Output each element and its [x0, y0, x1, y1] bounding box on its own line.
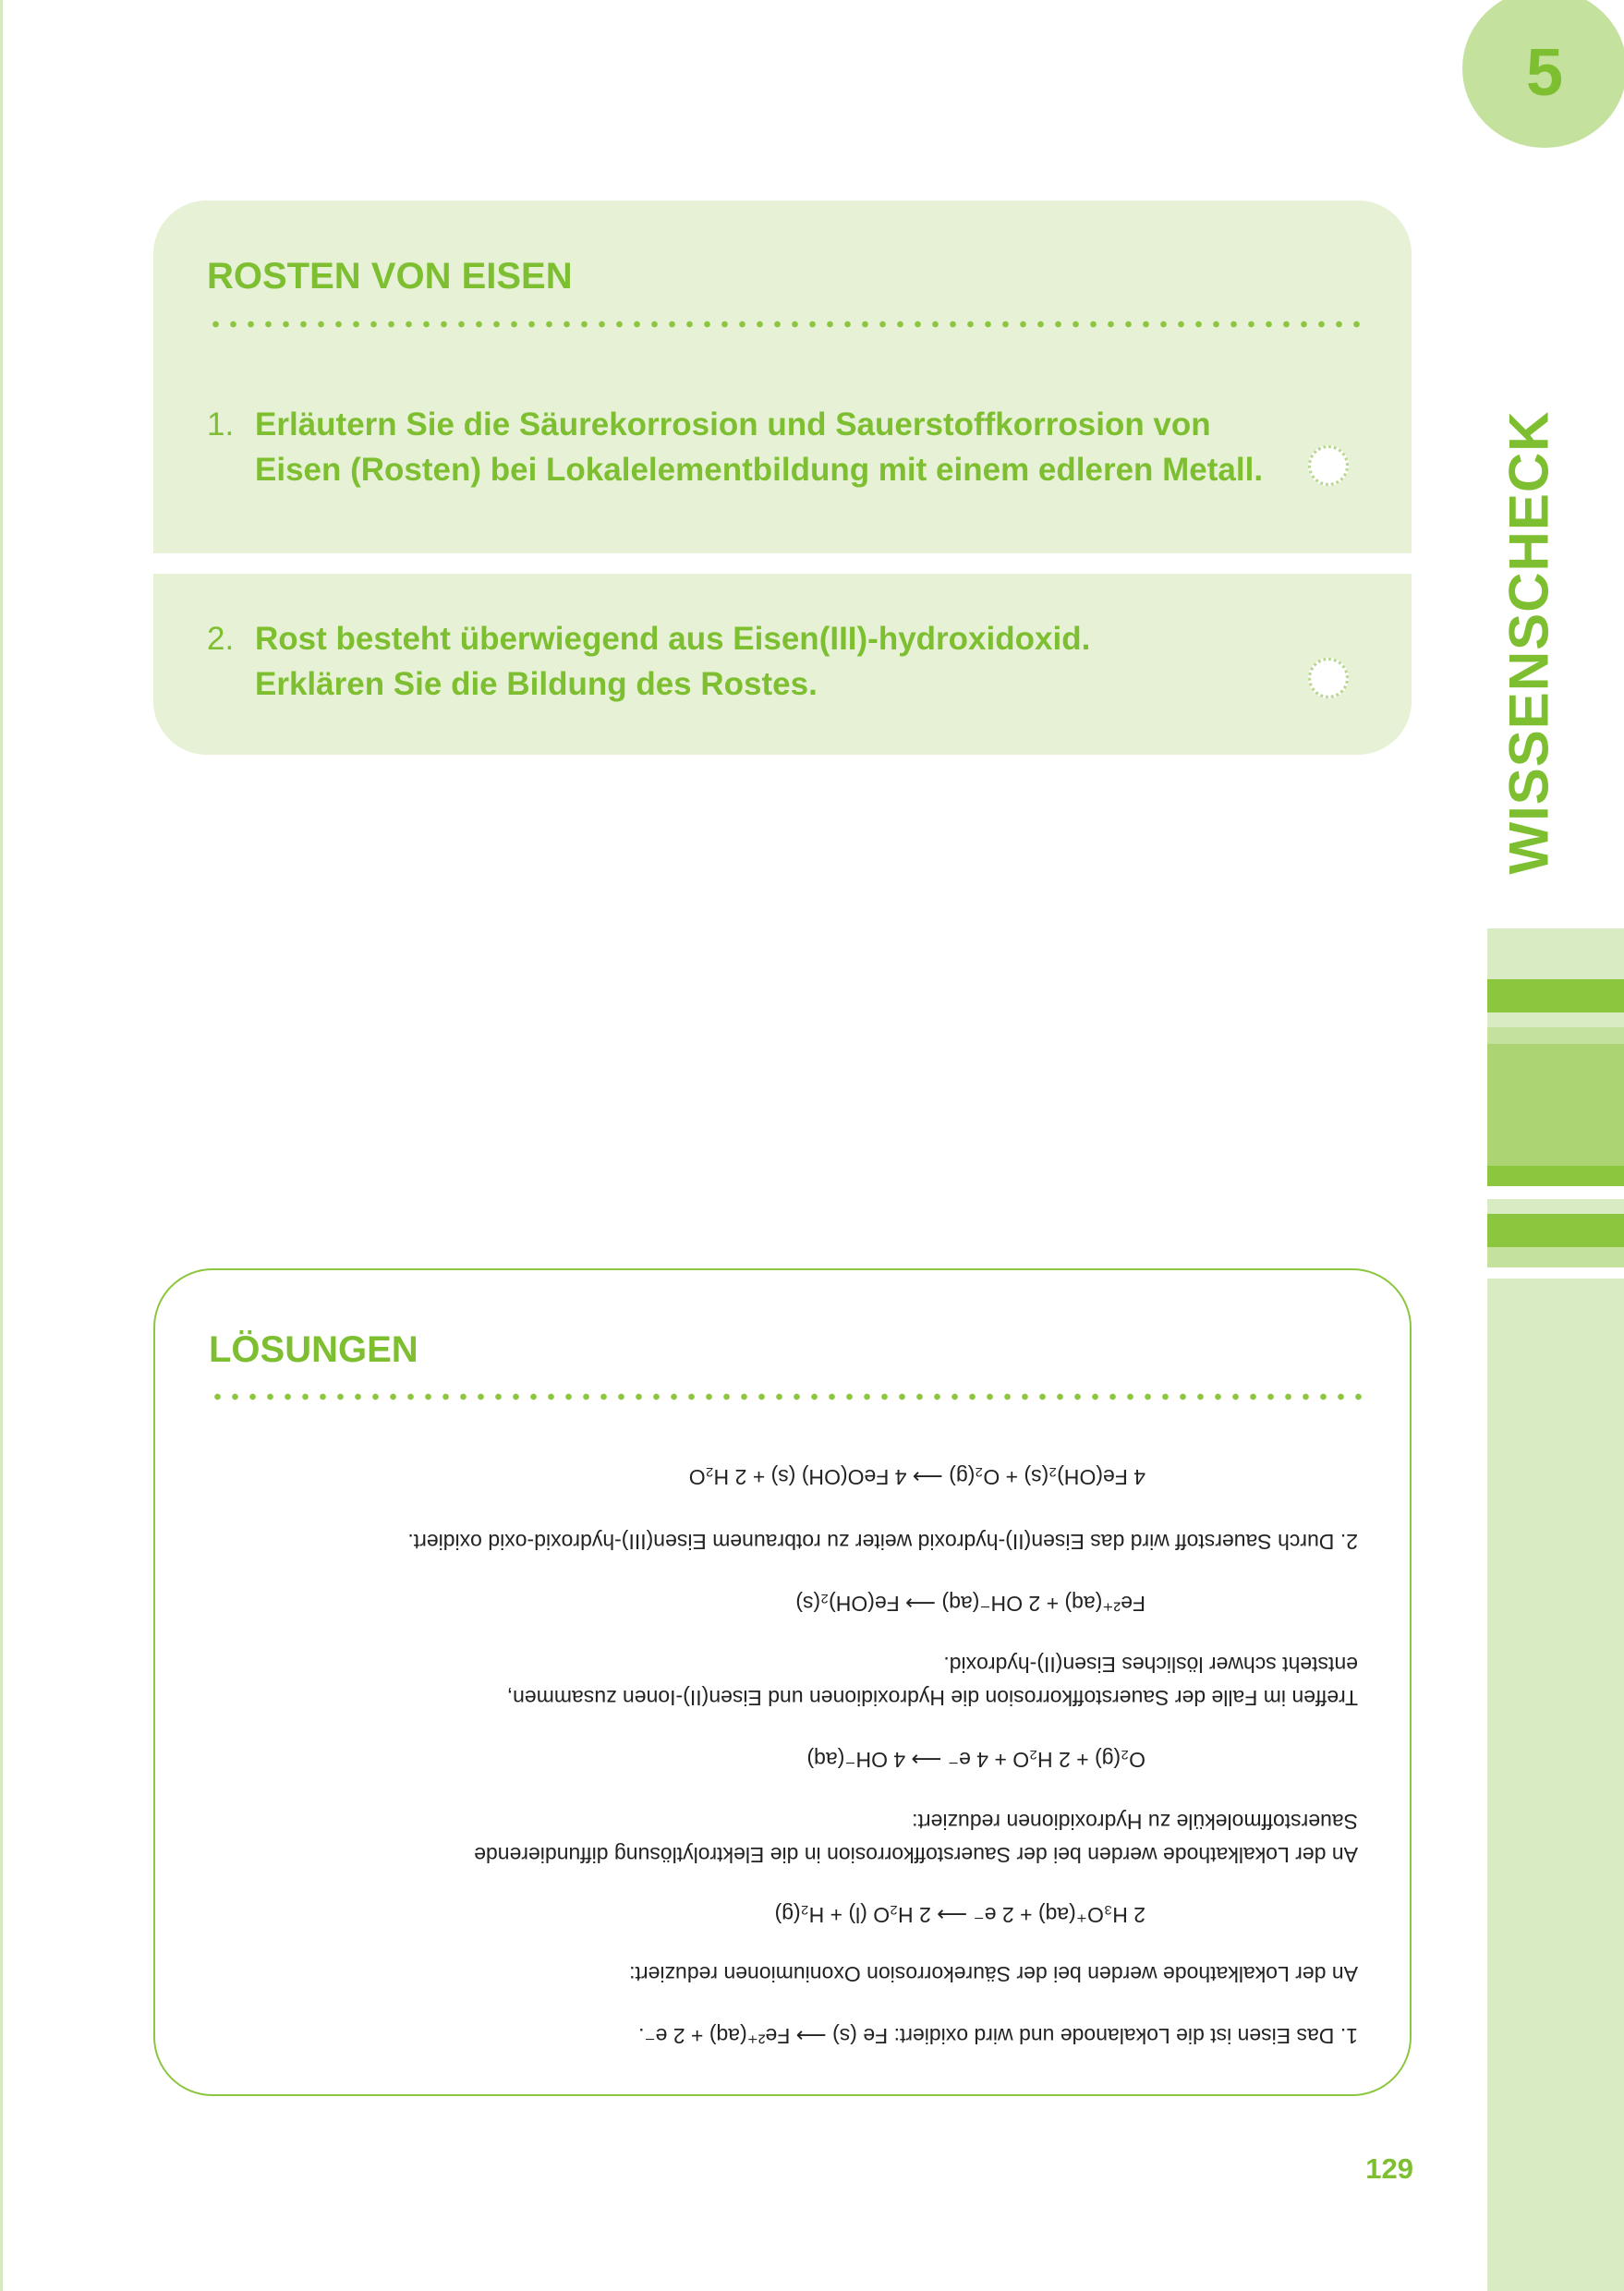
chapter-label-text: WISSENSCHECK [1497, 409, 1560, 875]
rail-stripe [1487, 1012, 1624, 1027]
chapter-label [1492, 409, 1566, 875]
chapter-number: 5 [1525, 36, 1564, 110]
rail-stripe [1487, 1267, 1624, 1279]
rail-stripe [1487, 1186, 1624, 1199]
solution-equation: O₂(g) + 2 H₂O + 4 e⁻ ⟶ 4 OH⁻(aq) [806, 1748, 1145, 1772]
rail-stripe [1487, 1199, 1624, 1214]
solutions-body-upside-down [209, 1409, 1358, 2055]
solution-2-statement: 2. Durch Sauerstoff wird das Eisen(II)-hydroxid weiter zu rotbraunem Eisen(III)-hydroxid-oxid oxidiert. [407, 1530, 1358, 1554]
question-number: 1. [207, 406, 235, 442]
solution-text: Sauerstoffmoleküle zu Hydroxidionen reduziert: [912, 1810, 1358, 1834]
rail-stripe [1487, 1247, 1624, 1267]
question-1 [207, 402, 1315, 492]
rail-stripe [1487, 1044, 1624, 1166]
question-divider [153, 553, 1412, 574]
solution-equation: 2 H₃O⁺(aq) + 2 e⁻ ⟶ 2 H₂O (l) + H₂(g) [774, 1903, 1145, 1927]
solution-equation: 4 Fe(OH)₂(s) + O₂(g) ⟶ 4 FeO(OH) (s) + 2 H₂O [688, 1465, 1145, 1489]
rail-stripe [1487, 979, 1624, 1012]
page-number: 129 [1365, 2152, 1413, 2185]
solution-text: entsteht schwer lösliches Eisen(II)-hydroxid. [943, 1653, 1358, 1677]
left-margin-rule [0, 0, 3, 2291]
question-1-checkbox[interactable] [1308, 445, 1349, 486]
rail-stripe [1487, 1027, 1624, 1044]
solution-text: An der Lokalkathode werden bei der Säurekorrosion Oxoniumionen reduziert: [629, 1962, 1358, 1986]
question-card [153, 200, 1412, 755]
solutions-card [153, 1268, 1412, 2096]
solution-equation: Fe²⁺(aq) + 2 OH⁻(aq) ⟶ Fe(OH)₂(s) [795, 1592, 1145, 1616]
solution-text: Treffen im Falle der Sauerstoffkorrosion die Hydroxidionen und Eisen(II)-Ionen zusammen, [506, 1686, 1358, 1710]
rail-stripe [1487, 1166, 1624, 1186]
dotted-divider [207, 321, 1363, 328]
question-number: 2. [207, 621, 235, 657]
question-text-line: Erklären Sie die Bildung des Rostes. [255, 666, 818, 702]
rail-stripe [1487, 1214, 1624, 1247]
solution-text: An der Lokalkathode werden bei der Sauerstoffkorrosion in die Elektrolytlösung diffundierende [474, 1843, 1358, 1867]
question-text-line: Erläutern Sie die Säurekorrosion und Sauerstoffkorrosion von [255, 406, 1211, 442]
dotted-divider [209, 1393, 1365, 1400]
solutions-title: LÖSUNGEN [209, 1329, 418, 1370]
question-text-line: Eisen (Rosten) bei Lokalelementbildung mit einem edleren Metall. [255, 452, 1264, 488]
question-2 [207, 616, 1315, 707]
question-text-line: Rost besteht überwiegend aus Eisen(III)-hydroxidoxid. [255, 621, 1091, 657]
question-2-checkbox[interactable] [1308, 658, 1349, 698]
solution-1-statement: 1. Das Eisen ist die Lokalanode und wird oxidiert: Fe (s) ⟶ Fe²⁺(aq) + 2 e⁻. [638, 2024, 1358, 2048]
rail-stripe [1487, 928, 1624, 979]
question-card-title: ROSTEN VON EISEN [207, 256, 573, 297]
